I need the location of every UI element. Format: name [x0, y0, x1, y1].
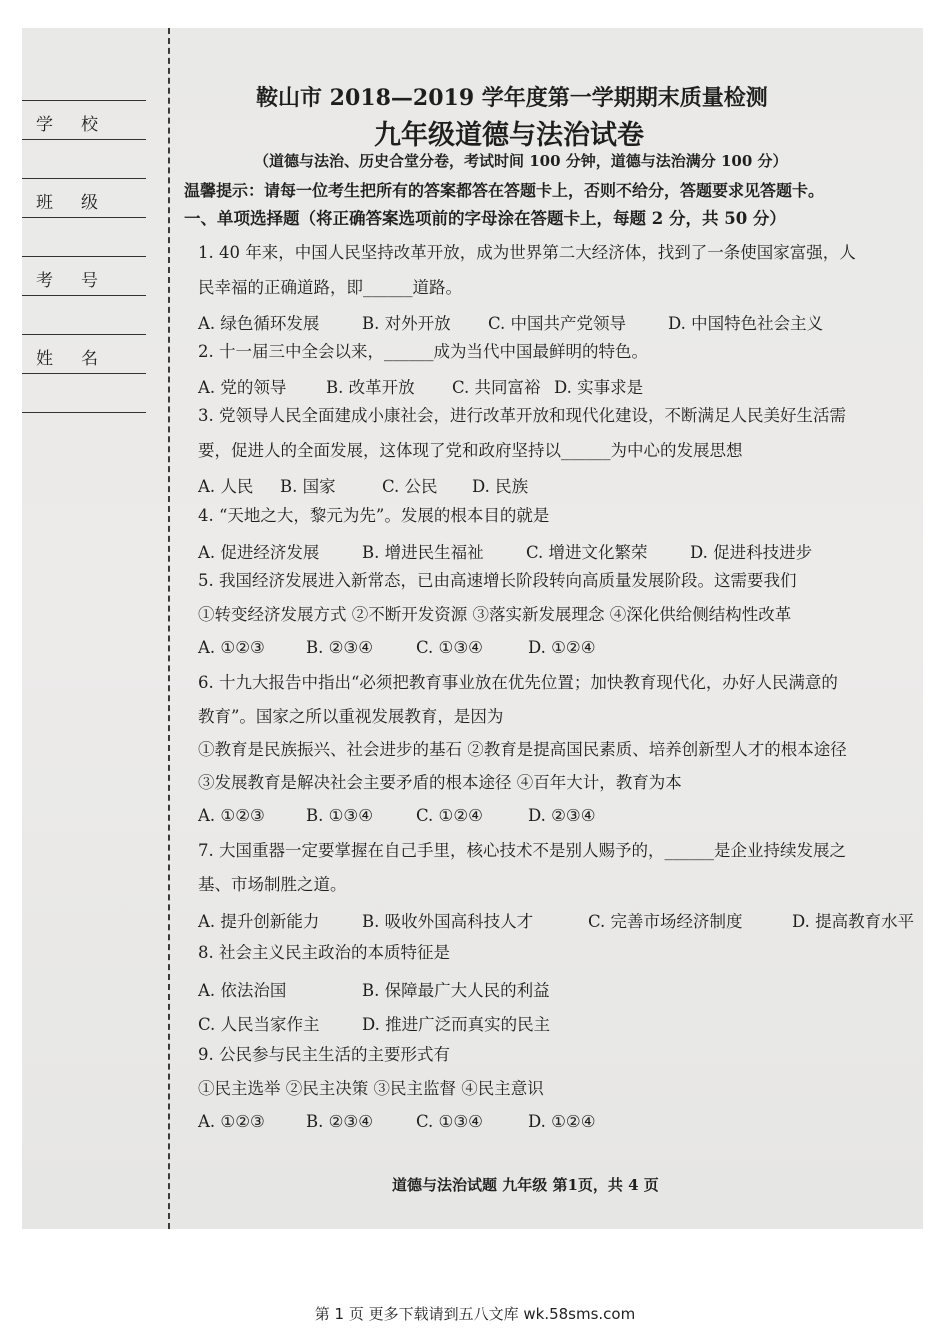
q8-option-b: B. 保障最广大人民的利益: [362, 981, 550, 1000]
q1-option-b: B. 对外开放: [362, 314, 451, 333]
school-blank: [22, 140, 146, 179]
q2-option-d: D. 实事求是: [554, 378, 644, 397]
q2-option-b: B. 改革开放: [326, 378, 415, 397]
q1-stem-2: 民幸福的正确道路，即______道路。: [198, 278, 462, 297]
school-label: 学校: [36, 115, 126, 135]
q7-stem-2: 基、市场制胜之道。: [198, 875, 347, 894]
q4-stem-1: 4. “天地之大，黎元为先”。发展的根本目的就是: [198, 506, 550, 525]
q1-option-a: A. 绿色循环发展: [198, 314, 320, 333]
q3-option-c: C. 公民: [382, 477, 438, 496]
q4-option-c: C. 增进文化繁荣: [526, 543, 648, 562]
q8-option-c: C. 人民当家作主: [198, 1015, 320, 1034]
q9-stem-1: 9. 公民参与民主生活的主要形式有: [198, 1045, 450, 1064]
q6-stem-4: ③发展教育是解决社会主要矛盾的根本途径 ④百年大计，教育为本: [198, 773, 682, 792]
q4-option-a: A. 促进经济发展: [198, 543, 320, 562]
q7-option-b: B. 吸收外国高科技人才: [362, 912, 534, 931]
q5-option-d: D. ①②④: [528, 638, 596, 657]
class-row: [22, 179, 146, 218]
q6-option-a: A. ①②③: [198, 806, 265, 825]
exam-tip: 温馨提示：请每一位考生把所有的答案都答在答题卡上，否则不给分，答题要求见答题卡。: [184, 181, 825, 200]
q1-option-c: C. 中国共产党领导: [488, 314, 627, 333]
q7-option-c: C. 完善市场经济制度: [588, 912, 743, 931]
q8-option-a: A. 依法治国: [198, 981, 287, 1000]
exam-subtitle: （道德与法治、历史合堂分卷，考试时间 100 分钟，道德与法治满分 100 分）: [254, 152, 788, 170]
q1-stem-1: 1. 40 年来，中国人民坚持改革开放，成为世界第二大经济体，找到了一条使国家富强，人: [198, 243, 856, 262]
q5-option-b: B. ②③④: [306, 638, 373, 657]
q8-option-d: D. 推进广泛而真实的民主: [362, 1015, 551, 1034]
q2-option-a: A. 党的领导: [198, 378, 287, 397]
name-label: 姓名: [36, 349, 126, 369]
exam-number-label: 考号: [36, 271, 126, 291]
student-info-table: [22, 100, 146, 413]
q2-stem-1: 2. 十一届三中全会以来，______成为当代中国最鲜明的特色。: [198, 342, 648, 361]
section1-heading: 一、单项选择题（将正确答案选项前的字母涂在答题卡上，每题 2 分，共 50 分）: [184, 209, 786, 228]
q6-option-c: C. ①②④: [416, 806, 483, 825]
q9-option-a: A. ①②③: [198, 1112, 265, 1131]
q9-option-c: C. ①③④: [416, 1112, 483, 1131]
q9-stem-2: ①民主选举 ②民主决策 ③民主监督 ④民主意识: [198, 1079, 544, 1098]
q2-option-c: C. 共同富裕: [452, 378, 541, 397]
q6-option-b: B. ①③④: [306, 806, 373, 825]
q5-option-c: C. ①③④: [416, 638, 483, 657]
q7-option-a: A. 提升创新能力: [198, 912, 320, 931]
exam-title-line1: 鞍山市 2018—2019 学年度第一学期期末质量检测: [256, 85, 768, 111]
exam-number-blank: [22, 296, 146, 335]
exam-number-row: [22, 257, 146, 296]
q8-stem-1: 8. 社会主义民主政治的本质特征是: [198, 943, 450, 962]
exam-photo: [22, 28, 923, 1229]
q6-stem-1: 6. 十九大报告中指出“必须把教育事业放在优先位置；加快教育现代化，办好人民满意的: [198, 673, 838, 692]
school-row: [22, 100, 146, 140]
class-blank: [22, 218, 146, 257]
q6-stem-2: 教育”。国家之所以重视发展教育，是因为: [198, 707, 504, 726]
q7-stem-1: 7. 大国重器一定要掌握在自己手里，核心技术不是别人赐予的，______是企业持续发展之: [198, 841, 846, 860]
q4-option-b: B. 增进民生福祉: [362, 543, 484, 562]
q3-option-b: B. 国家: [280, 477, 336, 496]
q7-option-d: D. 提高教育水平: [792, 912, 915, 931]
q5-option-a: A. ①②③: [198, 638, 265, 657]
q3-option-a: A. 人民: [198, 477, 254, 496]
q5-stem-1: 5. 我国经济发展进入新常态，已由高速增长阶段转向高质量发展阶段。这需要我们: [198, 571, 797, 590]
q6-option-d: D. ②③④: [528, 806, 596, 825]
name-blank: [22, 374, 146, 413]
q3-stem-1: 3. 党领导人民全面建成小康社会，进行改革开放和现代化建设，不断满足人民美好生活需: [198, 406, 846, 425]
exam-title-line2: 九年级道德与法治试卷: [374, 120, 644, 151]
q3-stem-2: 要，促进人的全面发展，这体现了党和政府坚持以______为中心的发展思想: [198, 441, 743, 460]
name-row: [22, 335, 146, 374]
q9-option-d: D. ①②④: [528, 1112, 596, 1131]
site-footer: 第 1 页 更多下载请到五八文库 wk.58sms.com: [314, 1305, 636, 1323]
q4-option-d: D. 促进科技进步: [690, 543, 813, 562]
q6-stem-3: ①教育是民族振兴、社会进步的基石 ②教育是提高国民素质、培养创新型人才的根本途径: [198, 740, 847, 759]
q5-stem-2: ①转变经济发展方式 ②不断开发资源 ③落实新发展理念 ④深化供给侧结构性改革: [198, 605, 792, 624]
fold-dashed-line: [168, 28, 170, 1229]
page-footer: 道德与法治试题 九年级 第1页，共 4 页: [392, 1176, 659, 1194]
class-label: 班级: [36, 193, 126, 213]
q9-option-b: B. ②③④: [306, 1112, 373, 1131]
q1-option-d: D. 中国特色社会主义: [668, 314, 824, 333]
q3-option-d: D. 民族: [472, 477, 529, 496]
